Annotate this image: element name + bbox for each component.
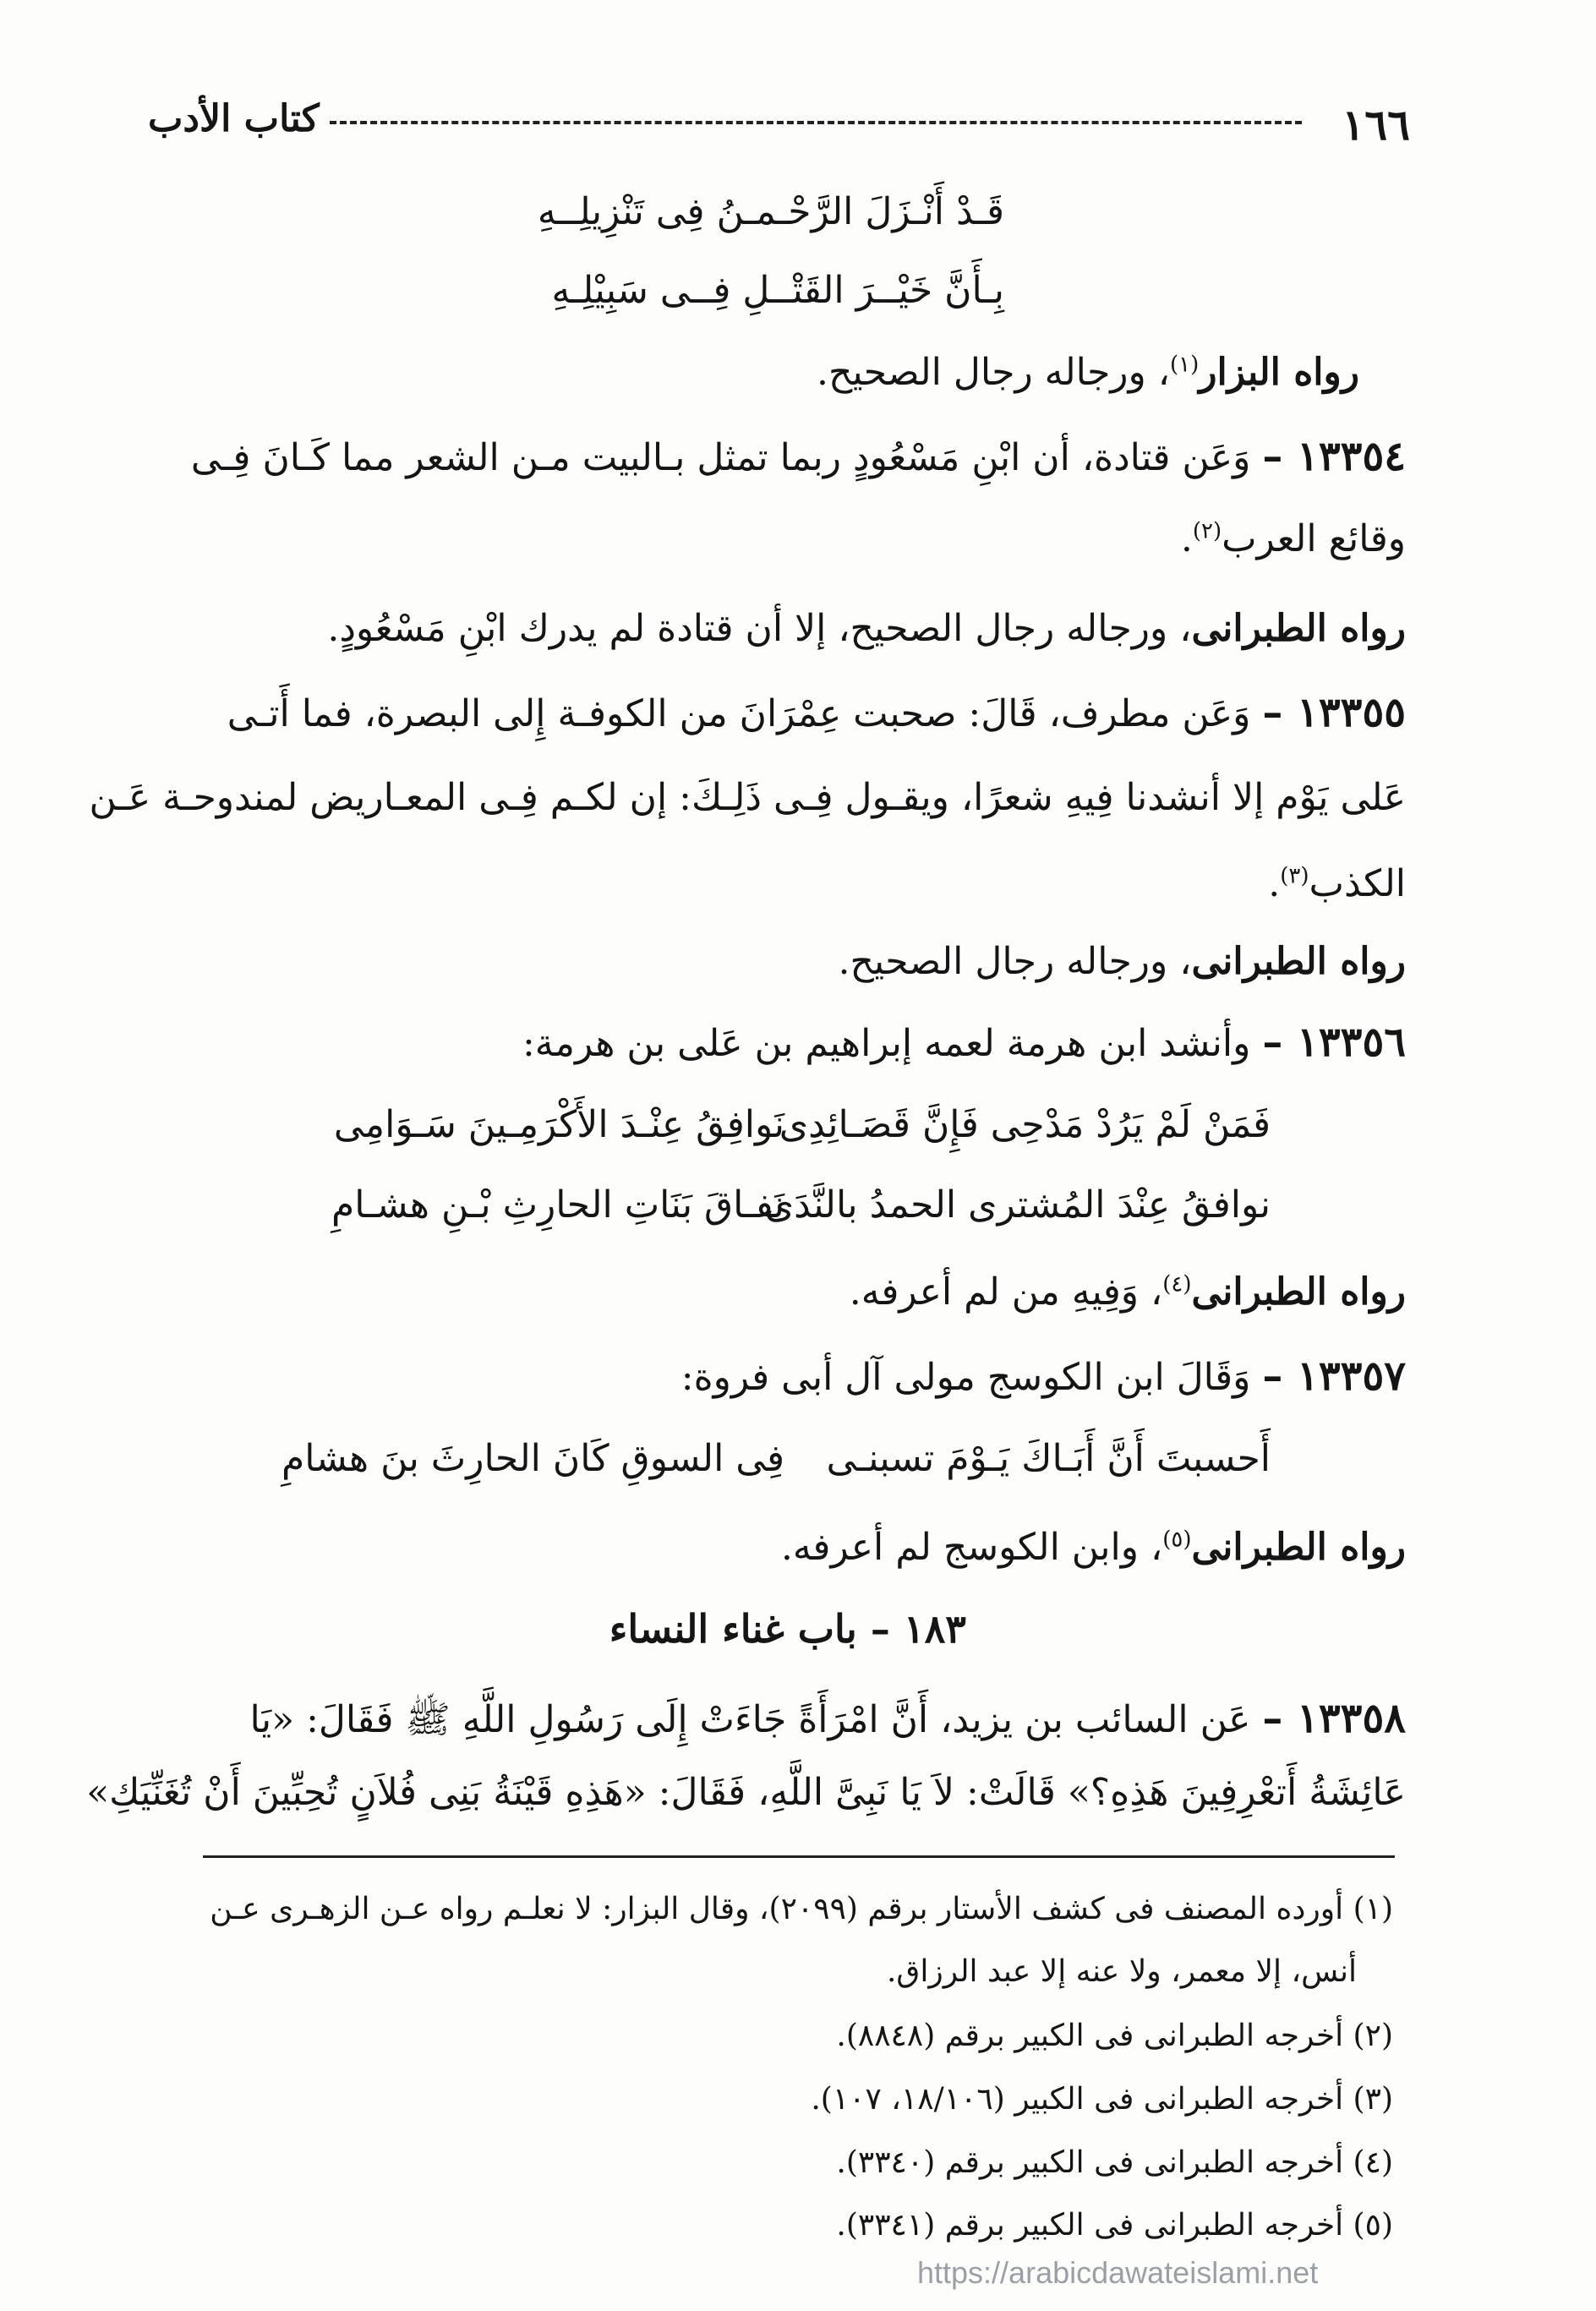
hadith-13354-line-2 [1181, 517, 1406, 562]
hadith-13355-line-1 [227, 689, 1406, 738]
footnote-2: (٢) أخرجه الطبرانى فى الكبير برقم (٨٨٤٨). [836, 2019, 1393, 2053]
hadith-13354-line-1 [191, 433, 1406, 482]
poem-1-hemistich-a2: نوافقُ عِنْدَ المُشترى الحمدُ بالنَّدَى [764, 1183, 1271, 1227]
attribution-tabarani-3 [850, 1270, 1406, 1315]
page-number: ١٦٦ [1342, 100, 1410, 150]
attribution-tabarani-1 [327, 607, 1406, 652]
footnote-1-line-1: (١) أورده المصنف فى كشف الأستار برقم (٢٠٩٩)، وقال البزار: لا نعلـم رواه عـن الزهـرى عـن [210, 1892, 1393, 1926]
hadith-text: وأنشد ابن هرمة لعمه إبراهيم بن عَلى بن هرمة: [522, 1022, 1251, 1065]
hadith-13358-line-2: عَائِشَةُ أَتعْرِفِينَ هَذِهِ؟» قَالَتْ: لاَ يَا نَبِىَّ اللَّهِ، فَقَالَ: «هَذِهِ قَيْنَةُ بَنِى فُلاَنٍ تُحِبِّينَ أَنْ تُغَنِّيَكِ» [86, 1771, 1406, 1814]
footnote-1-line-2: أنس، إلا معمر، ولا عنه إلا عبد الرزاق. [886, 1954, 1357, 1989]
book-title: كتاب الأدب [148, 97, 320, 140]
footnote-ref-3: (٣) [1280, 863, 1309, 889]
footnote-separator [203, 1855, 1395, 1858]
attribution-source: رواه الطبرانى [1191, 1526, 1406, 1569]
hadith-number: ١٣٣٥٨ – [1262, 1695, 1406, 1742]
poem-1-hemistich-b2: نَفـاقَ بَنَاتِ الحارِثِ بْـنِ هشـامِ [331, 1183, 784, 1227]
footnote-ref-1: (١) [1169, 352, 1200, 378]
attribution-text: ، ورجاله رجال الصحيح، إلا أن قتادة لم يدرك ابْنِ مَسْعُودٍ. [327, 607, 1192, 650]
period: . [1180, 517, 1193, 560]
hadith-text: وقائع العرب [1222, 517, 1406, 560]
attribution-source: رواه البزار [1199, 351, 1359, 394]
hadith-13356 [522, 1019, 1406, 1068]
attribution-text: ، ورجاله رجال الصحيح. [838, 940, 1192, 983]
chapter-heading: ١٨٣ – باب غناء النساء [609, 1606, 966, 1652]
poem-1-hemistich-a1: فَمَنْ لَمْ يَرُدْ مَدْحِى فَإِنَّ قَصَـائِدِى [779, 1103, 1271, 1146]
footnote-ref-4: (٤) [1162, 1271, 1192, 1298]
hadith-number: ١٣٣٥٧ – [1262, 1352, 1406, 1400]
footnote-ref-2: (٢) [1192, 518, 1222, 544]
hadith-number: ١٣٣٥٦ – [1262, 1019, 1406, 1066]
attribution-source: رواه الطبرانى [1191, 607, 1406, 650]
hadith-13358-line-1 [250, 1695, 1406, 1744]
footnote-3: (٣) أخرجه الطبرانى فى الكبير (١٨/١٠٦، ١٠٧). [811, 2082, 1393, 2117]
attribution-source: رواه الطبرانى [1191, 940, 1406, 983]
hadith-text: وَعَن قتادة، أن ابْنِ مَسْعُودٍ ربما تمثل بـالبيت مـن الشعر مما كَـانَ فِـى [190, 436, 1251, 479]
hadith-text: وَعَن مطرف، قَالَ: صحبت عِمْرَانَ من الكوفـة إِلى البصرة، فما أَتـى [227, 692, 1251, 735]
attribution-tabarani-4 [781, 1526, 1406, 1571]
hadith-text: الكذب [1309, 862, 1406, 905]
poem-2-hemistich-a: أَحسبتَ أَنَّ أَبَـاكَ يَـوْمَ تسبنـى [826, 1437, 1271, 1480]
period: . [1268, 862, 1281, 905]
attribution-text: ، ورجاله رجال الصحيح. [817, 351, 1170, 394]
hadith-text: وَقَالَ ابن الكوسج مولى آل أبى فروة: [680, 1356, 1251, 1399]
hadith-text: عَن السائب بن يزيد، أَنَّ امْرَأَةً جَاءَتْ إِلَى رَسُولِ اللَّهِ ﷺ فَقَالَ: «يَا [249, 1698, 1251, 1741]
attribution-tabarani-2 [839, 940, 1406, 985]
verse-line-1: قَـدْ أَنْـزَلَ الرَّحْـمـنُ فِى تَنْزِيلِــهِ [537, 190, 1004, 233]
attribution-source: رواه الطبرانى [1191, 1270, 1406, 1314]
footnote-5: (٥) أخرجه الطبرانى فى الكبير برقم (٣٣٤١). [836, 2208, 1393, 2243]
attribution-text: ، وابن الكوسج لم أعرفه. [780, 1526, 1163, 1569]
verse-line-2: بِـأَنَّ خَيْــرَ القَتْــلِ فِــى سَبِيْلِـهِ [551, 269, 1004, 312]
hadith-13355-line-2: عَلى يَوْم إلا أنشدنا فِيهِ شعرًا، ويقـول فِـى ذَلِـكَ: إن لكـم فِـى المعـاريض لمندوحـة عَـن [89, 776, 1406, 819]
poem-2-hemistich-b: فِى السوقِ كَانَ الحارِثَ بنَ هشامِ [281, 1437, 784, 1480]
hadith-13355-line-3 [1268, 862, 1406, 907]
hadith-number: ١٣٣٥٥ – [1262, 689, 1406, 736]
hadith-number: ١٣٣٥٤ – [1262, 433, 1406, 480]
header-rule [330, 121, 1302, 124]
hadith-13357 [681, 1352, 1406, 1401]
watermark-url: https://arabicdawateislami.net [917, 2255, 1319, 2290]
footnote-4: (٤) أخرجه الطبرانى فى الكبير برقم (٣٣٤٠). [836, 2145, 1393, 2180]
attribution-text: ، وَفِيهِ من لم أعرفه. [849, 1270, 1163, 1314]
poem-1-hemistich-b1: نَوافِقُ عِنْـدَ الأَكْرَمِـينَ سَـوَامِى [333, 1103, 784, 1146]
attribution-bazzar [817, 351, 1359, 396]
footnote-ref-5: (٥) [1162, 1527, 1192, 1553]
